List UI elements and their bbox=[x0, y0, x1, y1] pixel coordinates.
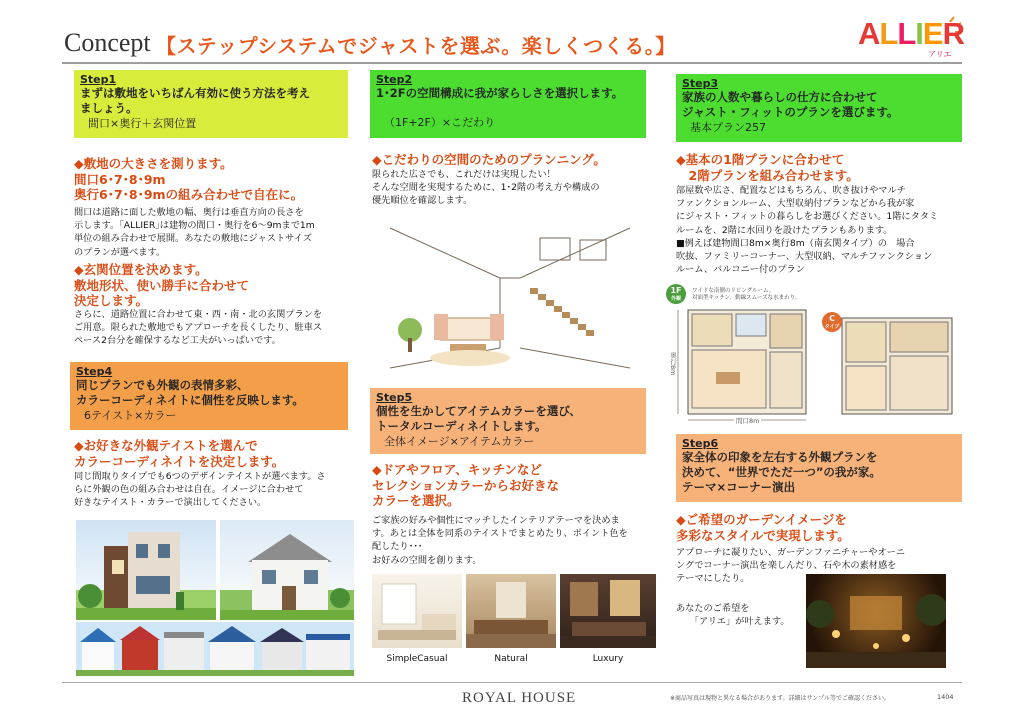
allier-logo bbox=[856, 16, 966, 62]
step5-box bbox=[370, 388, 646, 454]
step2-sub: （1F+2F）×こだわり bbox=[384, 116, 496, 129]
caption-natural: Natural bbox=[494, 654, 528, 664]
plan-1f-type: 外観 bbox=[670, 296, 681, 302]
logo-wordmark: ALLIER bbox=[858, 16, 964, 51]
plan-1f-badge bbox=[666, 284, 686, 304]
step1-heading-size: ◆敷地の大きさを測ります。 間口6･7･8･9m 奥行6･7･8･9mの組み合わせで自在に。 bbox=[74, 156, 304, 202]
step4-text: 同じプランでも外観の表情多彩、 カラーコーディネイトに個性を反映します。 bbox=[76, 378, 304, 407]
step3-body: 部屋数や広さ、配置などはもちろん、吹き抜けやマルチ ファンクションルーム、大型収納付プランなどから我が家 にジャスト・フィットの暮らしをお選びください。1階にタタミ ルームを、2階に水回りを設けたプランもあります。 ■例えば建物間口8m×奥行8m（南玄関タイプ）の 場合 吹抜、ファミリーコーナー、大型収納、マルチファンクション ルーム、バルコニー付のプラン bbox=[676, 185, 939, 276]
step1-text: まずは敷地をいちばん有効に使う方法を考え ましょう。 bbox=[80, 86, 310, 115]
house-photo-row bbox=[76, 622, 354, 676]
plan-width-dimension: 間口8m bbox=[736, 417, 760, 425]
step1-label: Step1 bbox=[80, 73, 117, 86]
step4-box bbox=[70, 362, 348, 430]
step4-sub: 6テイスト×カラー bbox=[84, 409, 177, 422]
step3-box bbox=[676, 74, 962, 142]
garden-night-photo bbox=[806, 574, 946, 668]
step1-body-size: 間口は道路に面した敷地の幅、奥行は垂直方向の長さを 示します。｢ALLIER｣は建物の間口・奥行を6～9mまで1m 単位の組み合わせで展開。あなたの敷地にジャストサイズ のプランが選べます。 bbox=[74, 207, 315, 258]
house-photo-white bbox=[220, 520, 354, 620]
step5-label: Step5 bbox=[376, 391, 413, 404]
step5-body: ご家族の好みや個性にマッチしたインテリアテーマを決めま す。あとは全体を同系のテイストでまとめたり、ポイント色を 配したり･･･ お好みの空間を創ります。 bbox=[372, 515, 628, 566]
step6-closing: あなたのご希望を 「アリエ」が叶えます。 bbox=[676, 603, 790, 628]
step4-body: 同じ間取りタイプでも6つのデザインテイストが選べます。さ らに外観の色の組み合わせは自在。イメージに合わせて 好きなテイスト・カラーで演出してください。 bbox=[74, 471, 326, 509]
step3-text: 家族の人数や暮らしの仕方に合わせて ジャスト・フィットのプランを選びます。 bbox=[682, 90, 899, 119]
step5-sub: 全体イメージ×アイテムカラー bbox=[384, 435, 535, 448]
step6-box bbox=[676, 434, 962, 502]
interior-photo-simplecasual bbox=[372, 574, 462, 648]
step3-heading: ◆基本の1階プランに合わせて 2階プランを組み合わせます。 bbox=[676, 152, 859, 183]
step2-body: 限られた広さでも、これだけは実現したい！ そんな空間を実現するために、1･2階の考え方や構成の 優先順位を確認します。 bbox=[372, 169, 600, 207]
logo-subtitle: アリエ bbox=[928, 50, 952, 59]
floor-plan-figure bbox=[662, 282, 962, 428]
step5-text: 個性を生かしてアイテムカラーを選び、 トータルコーディネイトします。 bbox=[376, 404, 581, 433]
step6-sub: テーマ×コーナー演出 bbox=[682, 480, 796, 494]
step6-label: Step6 bbox=[682, 437, 719, 450]
step2-label: Step2 bbox=[376, 73, 413, 86]
plan-1f-label: 1F bbox=[670, 286, 682, 295]
caption-luxury: Luxury bbox=[592, 654, 624, 664]
step3-sub: 基本プラン257 bbox=[690, 121, 766, 134]
brand-name: ROYAL HOUSE bbox=[462, 690, 577, 706]
step6-body: アプローチに凝りたい、ガーデンファニチャーやオーニ ングでコーナー演出を楽しんだり、石や木の素材感を テーマにしたり。 bbox=[676, 547, 906, 585]
header-divider bbox=[62, 62, 962, 64]
plan-c-badge bbox=[822, 312, 842, 332]
concept-heading: Concept bbox=[64, 28, 151, 57]
plan-note: ワイドな南側のリビングルーム。 対面型キッチン、動線スムーズな水まわり。 bbox=[692, 288, 801, 301]
step1-sub: 間口×奥行＋玄関位置 bbox=[88, 117, 197, 130]
step2-box bbox=[370, 70, 646, 138]
page-headline: 【ステップシステムでジャストを選ぶ。楽しくつくる。】 bbox=[156, 34, 676, 58]
plan-depth-dimension: 奥行8m bbox=[669, 352, 677, 376]
disclaimer: ※商品写真は現物と異なる場合があります。詳細はサンプル等でご確認ください。 bbox=[670, 695, 891, 702]
plan-c-label: C bbox=[829, 314, 835, 323]
step4-label: Step4 bbox=[76, 365, 113, 378]
house-photo-brown bbox=[76, 520, 216, 620]
step5-heading: ◆ドアやフロア、キッチンなど セレクションカラーからお好きな カラーを選択。 bbox=[372, 462, 560, 508]
step2-text: 1･2Fの空間構成に我が家らしさを選択します。 bbox=[376, 86, 624, 100]
step1-body-entrance: さらに、道路位置に合わせて東・西・南・北の玄関プランを ご用意。限られた敷地でもアプローチを長くしたり、駐車ス ペース2台分を確保するなど工夫がいっぱいです。 bbox=[74, 309, 323, 347]
interior-photo-luxury bbox=[560, 574, 656, 648]
step1-heading-entrance: ◆玄関位置を決めます。 敷地形状、使い勝手に合わせて 決定します。 bbox=[74, 262, 250, 308]
step3-label: Step3 bbox=[682, 77, 719, 90]
plan-c-type: タイプ bbox=[824, 324, 840, 330]
step1-box bbox=[74, 70, 348, 138]
step6-heading: ◆ご希望のガーデンイメージを 多彩なスタイルで実現します。 bbox=[676, 512, 850, 543]
interior-photo-natural bbox=[466, 574, 556, 648]
footer-divider bbox=[62, 682, 962, 683]
interior-sketch-illustration bbox=[380, 218, 642, 380]
step6-text: 家全体の印象を左右する外観プランを 決めて、“世界でただ一つ”の我が家。 bbox=[682, 450, 881, 479]
caption-simplecasual: SimpleCasual bbox=[386, 654, 448, 664]
step4-heading: ◆お好きな外観テイストを選んで カラーコーディネイトを決定します。 bbox=[74, 438, 285, 469]
page-number: 1404 bbox=[937, 693, 954, 701]
step2-heading: ◆こだわりの空間のためのプランニング。 bbox=[372, 152, 606, 167]
